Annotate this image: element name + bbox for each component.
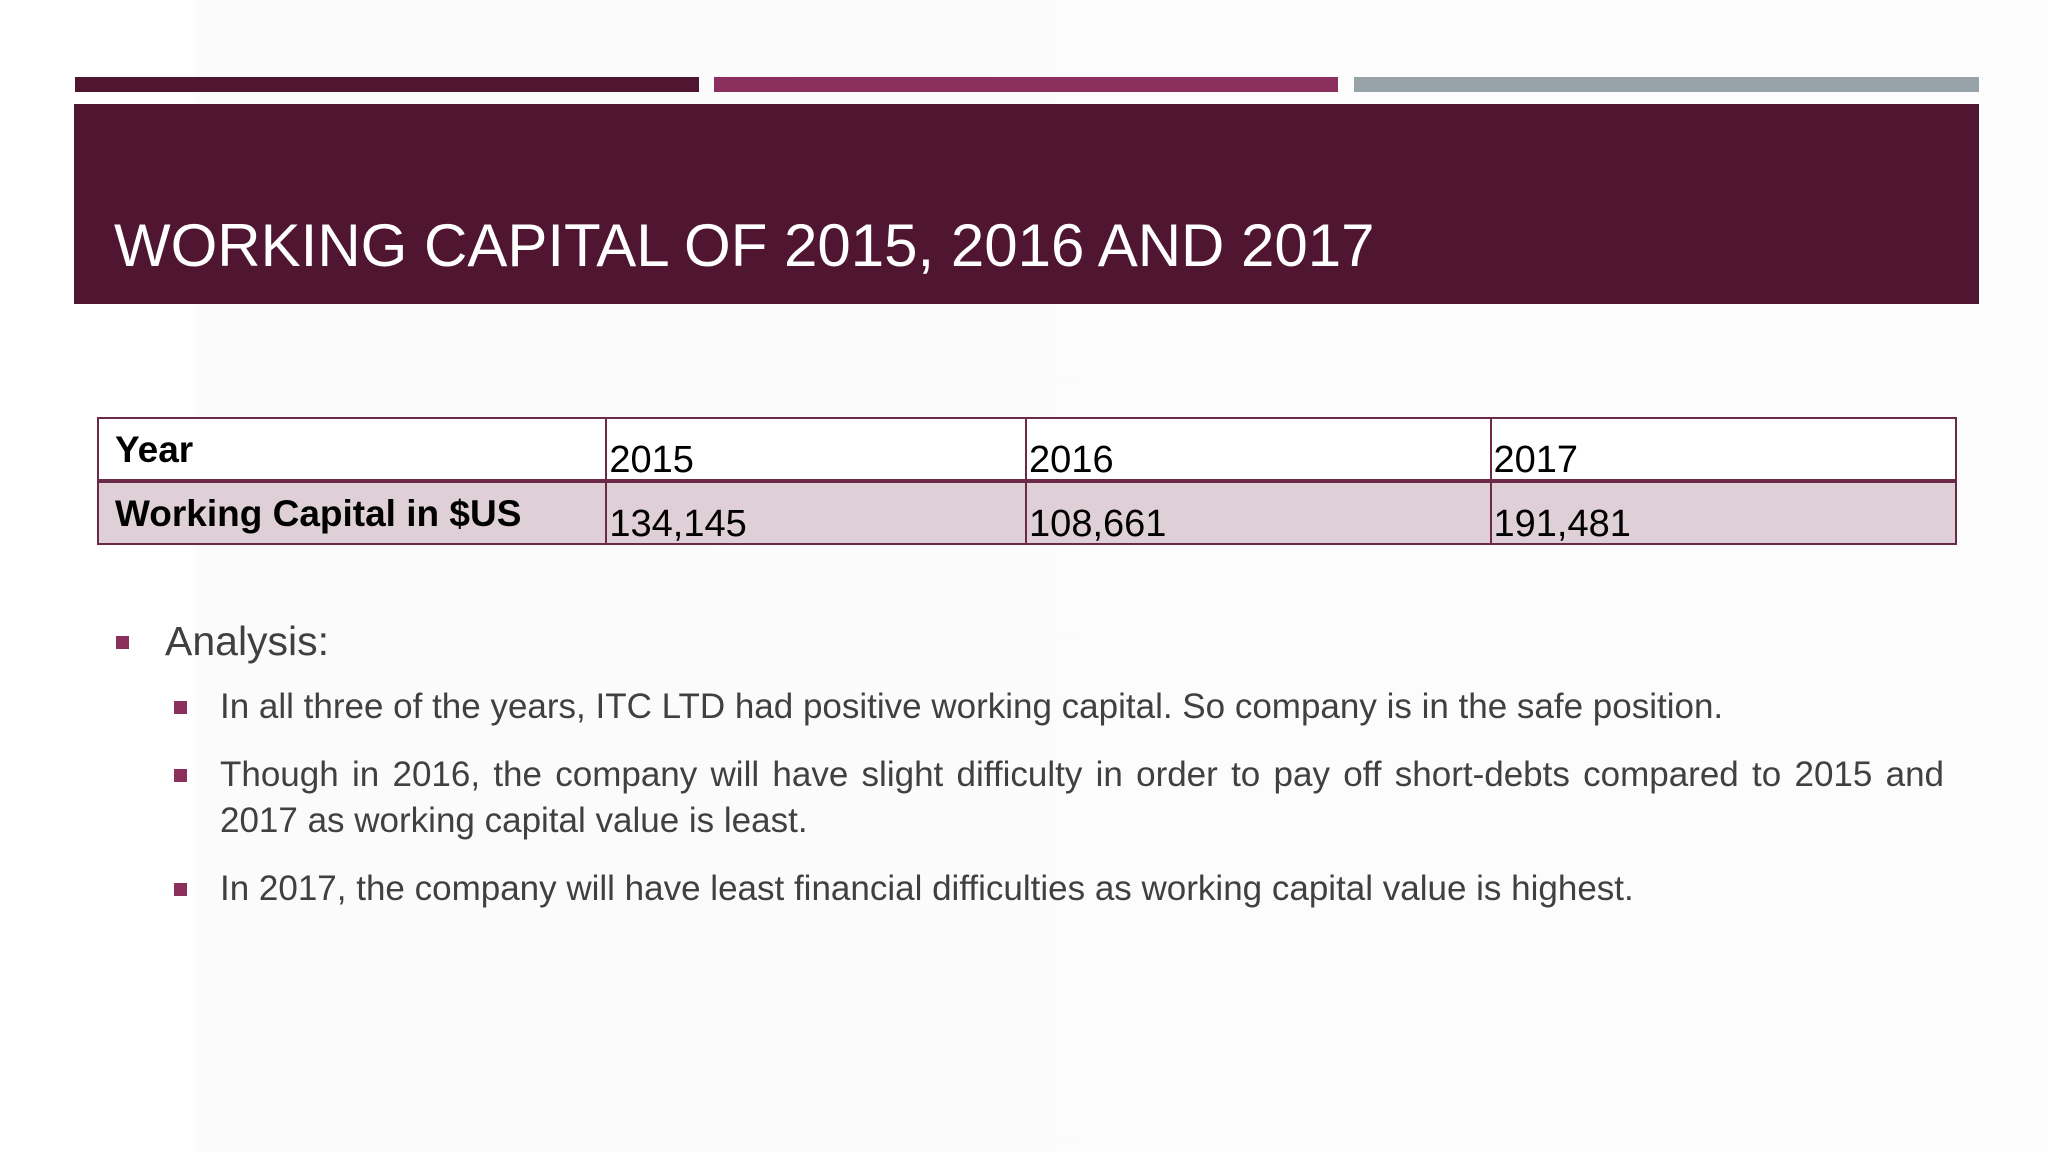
list-item: [220, 866, 1944, 912]
table-cell-value: 191,481: [1493, 503, 1631, 545]
square-bullet-icon: [174, 701, 187, 714]
analysis-heading-item: [114, 616, 1944, 666]
table-header-year: 2017: [1493, 439, 1579, 481]
accent-bar-gray: [1354, 77, 1979, 92]
square-bullet-icon: [174, 769, 187, 782]
working-capital-table: [97, 417, 1957, 545]
table-cell-2016: [1026, 481, 1490, 544]
accent-bar-dark: [75, 77, 699, 92]
analysis-point: In 2017, the company will have least financial difficulties as working capital value is highest.: [220, 869, 1634, 908]
square-bullet-icon: [116, 636, 129, 649]
table-cell-value: 108,661: [1029, 503, 1167, 545]
square-bullet-icon: [174, 883, 187, 896]
table-row-label-cell: [98, 481, 606, 544]
table-header-cell-2015: [606, 418, 1026, 481]
table-row: [98, 481, 1956, 544]
table-cell-2017: [1491, 481, 1956, 544]
list-item: [220, 684, 1944, 730]
table-header-label-cell: [98, 418, 606, 481]
list-item: [220, 752, 1944, 844]
slide-title: WORKING CAPITAL OF 2015, 2016 AND 2017: [114, 212, 1375, 279]
title-band: [74, 104, 1979, 304]
accent-bar-magenta: [714, 77, 1338, 92]
table-header-label: Year: [115, 429, 194, 470]
table-cell-2015: [606, 481, 1026, 544]
table-header-year: 2015: [609, 439, 694, 481]
analysis-point: Though in 2016, the company will have slight difficulty in order to pay off short-debts compared to 2015 and 2017 as working capital value is least.: [220, 755, 1944, 840]
table-row-label: Working Capital in $US: [115, 493, 522, 534]
table-header-row: [98, 418, 1956, 481]
analysis-section: [114, 616, 1944, 934]
analysis-point: In all three of the years, ITC LTD had positive working capital. So company is in the safe position.: [220, 687, 1724, 726]
analysis-heading: Analysis:: [165, 618, 330, 664]
table-header-year: 2016: [1029, 439, 1114, 481]
table-header-cell-2016: [1026, 418, 1490, 481]
table-header-cell-2017: [1491, 418, 1956, 481]
table-cell-value: 134,145: [609, 503, 747, 545]
